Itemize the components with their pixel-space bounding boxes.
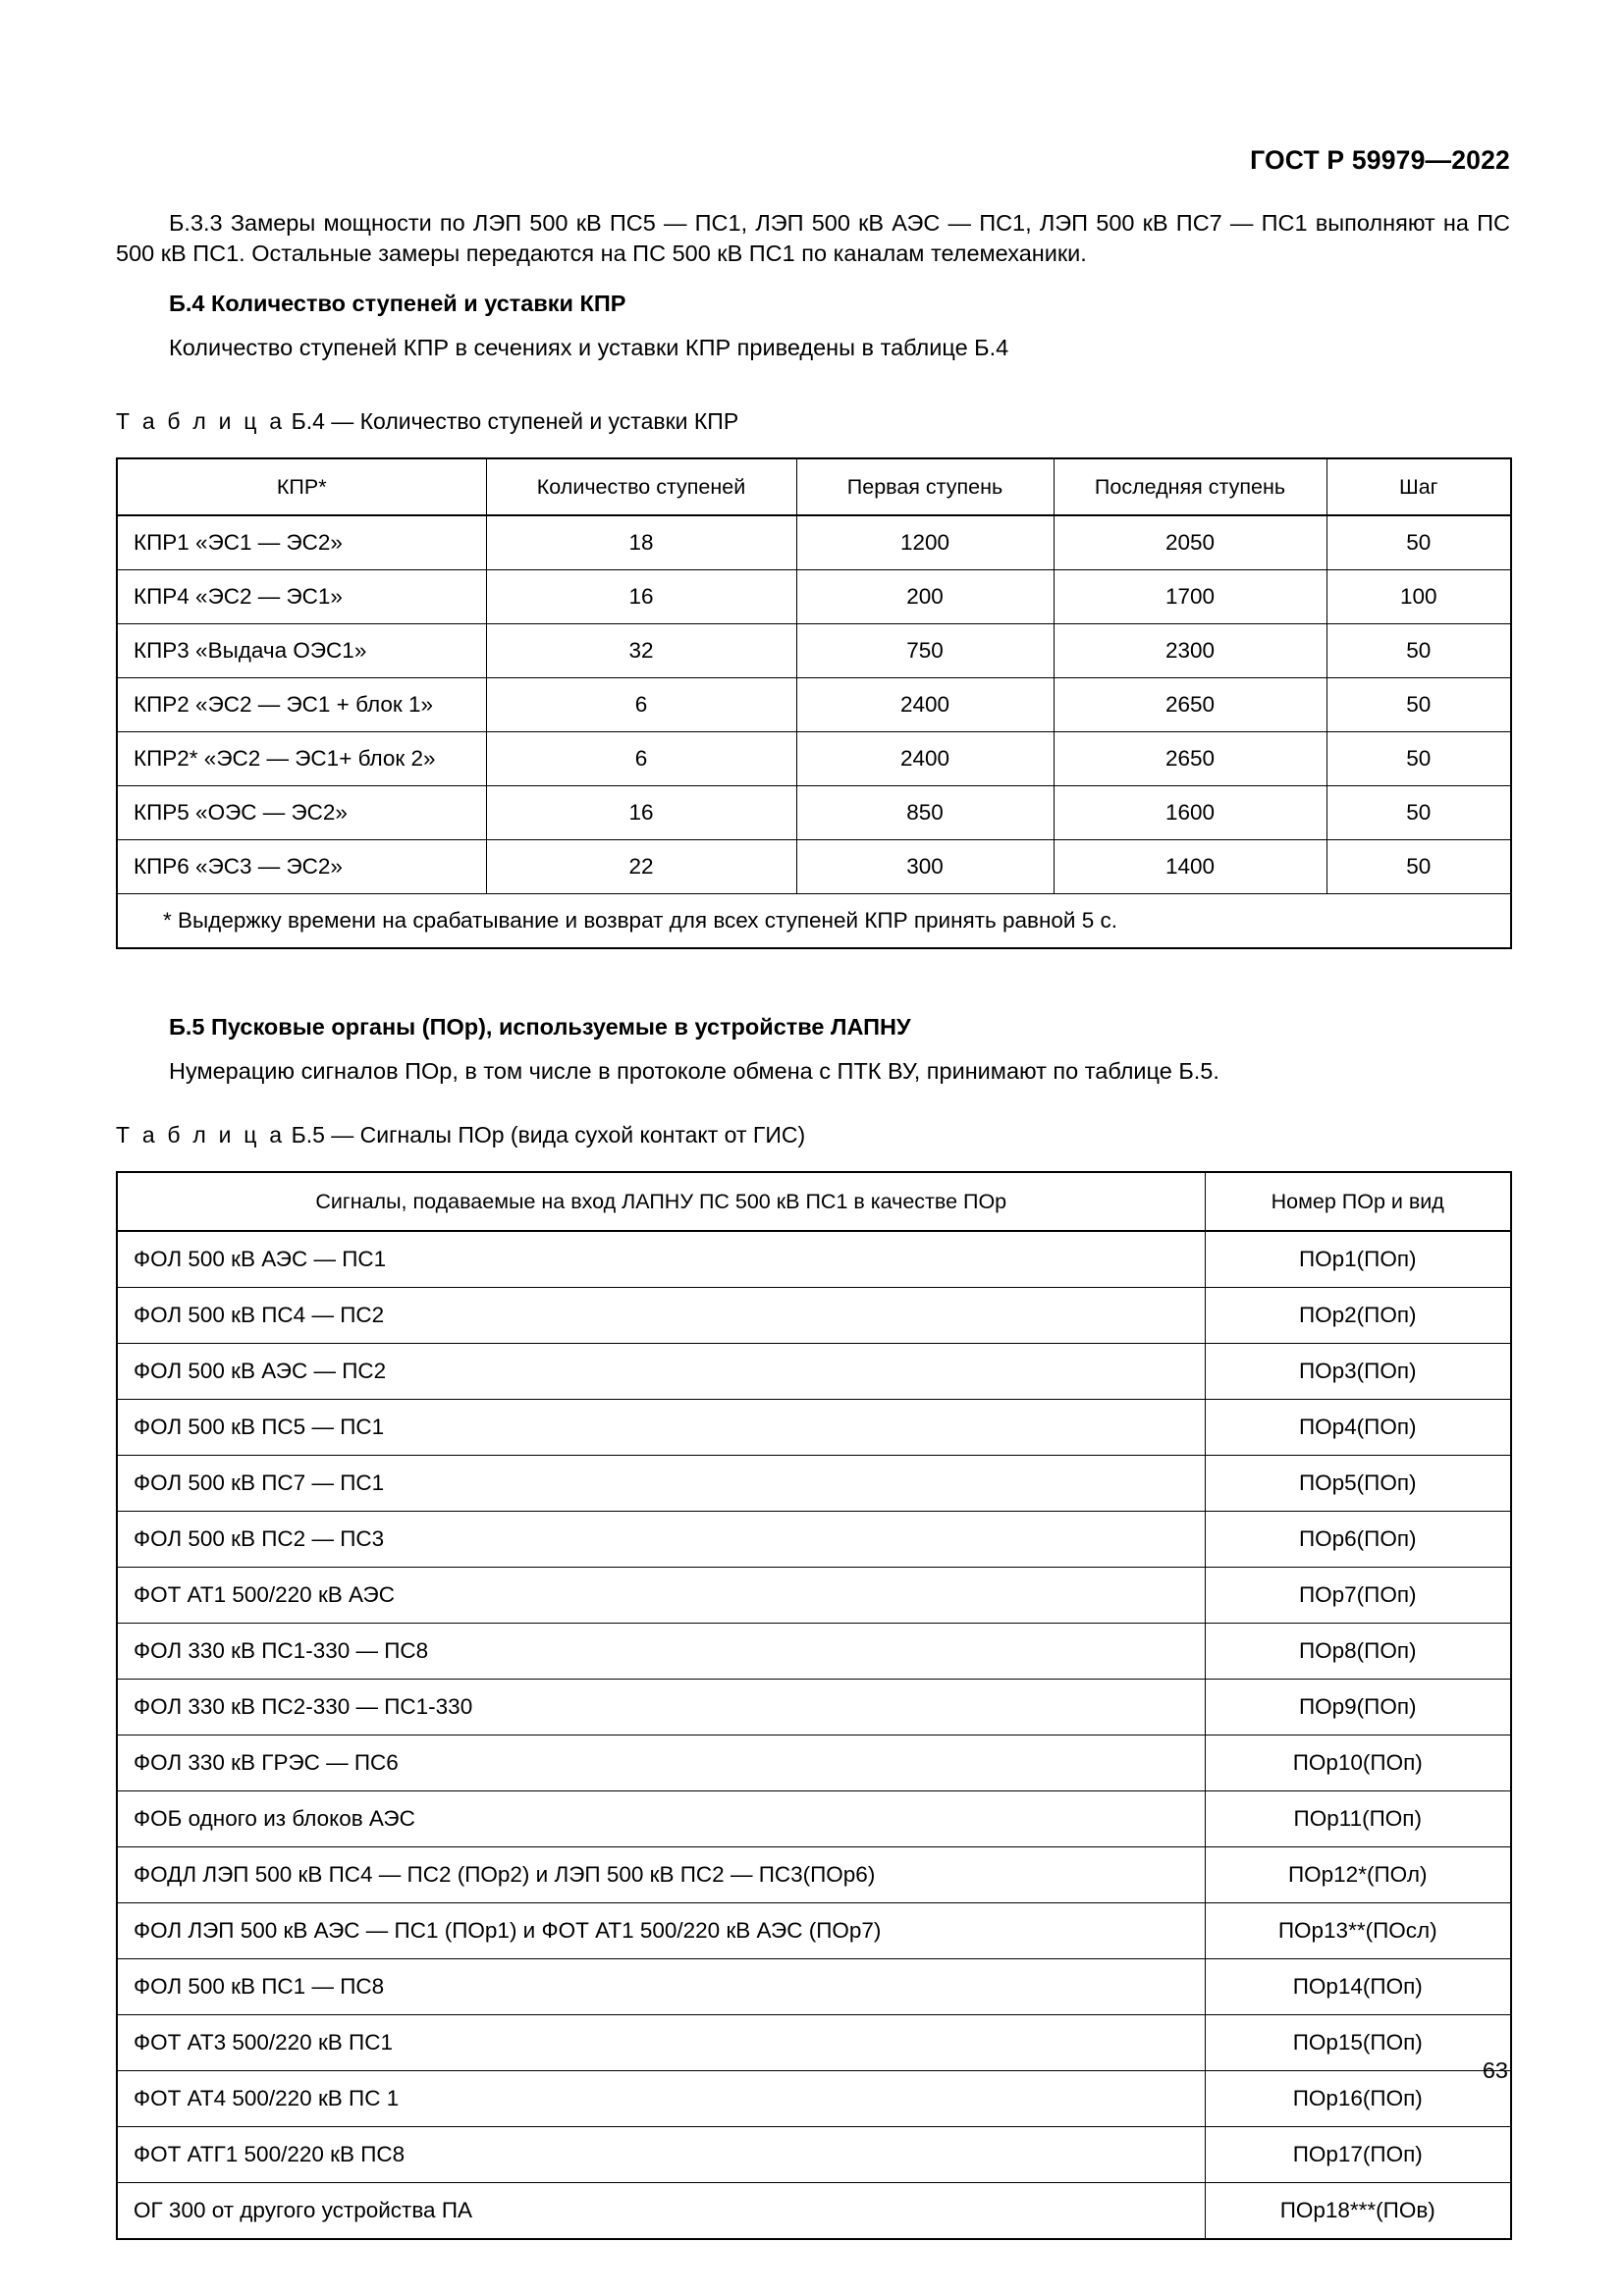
table-cell: 1200 [796,515,1054,570]
table-b4-caption-lead: Т а б л и ц а [116,408,286,434]
table-cell: ФОЛ 500 кВ ПС5 — ПС1 [117,1400,1205,1456]
table-cell: ФОЛ 500 кВ ПС7 — ПС1 [117,1456,1205,1512]
table-row [117,515,1511,570]
table-row [117,1791,1511,1847]
table-cell: 2300 [1054,624,1326,678]
heading-b-5: Б.5 Пусковые органы (ПОр), используемые в устройстве ЛАПНУ [169,1014,911,1040]
table-cell: 200 [796,570,1054,624]
table-cell: КПР2 «ЭС2 — ЭС1 + блок 1» [117,678,486,732]
table-row [117,1624,1511,1680]
table-cell: 50 [1326,678,1511,732]
table-row [117,1903,1511,1959]
table-b4-footnote: * Выдержку времени на срабатывание и возврат для всех ступеней КПР принять равной 5 с. [117,894,1511,949]
table-cell: ФОДЛ ЛЭП 500 кВ ПС4 — ПС2 (ПОр2) и ЛЭП 500 кВ ПС2 — ПС3(ПОр6) [117,1847,1205,1903]
table-cell: ПОр17(ПОп) [1205,2127,1511,2183]
table-cell: ПОр2(ПОп) [1205,1288,1511,1344]
table-row [117,1288,1511,1344]
table-header-row [117,1172,1511,1231]
table-row [117,732,1511,786]
table-cell: 100 [1326,570,1511,624]
table-row [117,570,1511,624]
table-b5-caption [116,1120,1510,1149]
table-cell: ПОр9(ПОп) [1205,1680,1511,1735]
table-b4-caption-text: Б.4 — Количество ступеней и уставки КПР [291,408,739,434]
table-row [117,1456,1511,1512]
table-cell: ФОЛ 500 кВ АЭС — ПС1 [117,1231,1205,1288]
paragraph-b-3-3: Б.3.3 Замеры мощности по ЛЭП 500 кВ ПС5 — ПС1, ЛЭП 500 кВ АЭС — ПС1, ЛЭП 500 кВ ПС7 — ПС1 выполняют на ПС 500 кВ ПС1. Остальные замеры передаются на ПС 500 кВ ПС1 по каналам телемеханики. [116,210,1510,266]
table-b4-body [117,515,1511,948]
table-row [117,2183,1511,2240]
table-cell: ФОЛ ЛЭП 500 кВ АЭС — ПС1 (ПОр1) и ФОТ АТ1 500/220 кВ АЭС (ПОр7) [117,1903,1205,1959]
table-cell: ПОр3(ПОп) [1205,1344,1511,1400]
table-cell: ФОЛ 500 кВ ПС1 — ПС8 [117,1959,1205,2015]
table-cell: ФОТ АТГ1 500/220 кВ ПС8 [117,2127,1205,2183]
paragraph-b-5: Нумерацию сигналов ПОр, в том числе в протоколе обмена с ПТК ВУ, принимают по таблице Б.5. [169,1058,1219,1084]
table-row [117,1568,1511,1624]
table-cell: 2050 [1054,515,1326,570]
table-cell: 50 [1326,840,1511,894]
table-row [117,1231,1511,1288]
table-b4-footnote-row [117,894,1511,949]
table-cell: 2650 [1054,678,1326,732]
table-cell: 22 [486,840,796,894]
table-b5 [116,1171,1512,2240]
table-row [117,1959,1511,2015]
table-cell: ФОЛ 500 кВ ПС4 — ПС2 [117,1288,1205,1344]
table-cell: ПОр7(ПОп) [1205,1568,1511,1624]
table-row [117,1735,1511,1791]
table-cell: ПОр5(ПОп) [1205,1456,1511,1512]
table-cell: ПОр16(ПОп) [1205,2071,1511,2127]
table-cell: 16 [486,786,796,840]
table-row [117,1512,1511,1568]
table-cell: ПОр10(ПОп) [1205,1735,1511,1791]
table-cell: 18 [486,515,796,570]
table-cell: 750 [796,624,1054,678]
table-cell: ПОр14(ПОп) [1205,1959,1511,2015]
heading-b-4: Б.4 Количество ступеней и уставки КПР [169,291,626,316]
table-b4-header-last: Последняя ступень [1054,458,1326,515]
table-row [117,624,1511,678]
table-cell: КПР2* «ЭС2 — ЭС1+ блок 2» [117,732,486,786]
table-b4-header-count: Количество ступеней [486,458,796,515]
table-b5-header-number: Номер ПОр и вид [1205,1172,1511,1231]
table-b4-header-kpr: КПР* [117,458,486,515]
table-cell: ПОр6(ПОп) [1205,1512,1511,1568]
table-cell: ФОБ одного из блоков АЭС [117,1791,1205,1847]
table-b4-head [117,458,1511,515]
table-cell: ПОр8(ПОп) [1205,1624,1511,1680]
table-cell: ФОЛ 330 кВ ПС2-330 — ПС1-330 [117,1680,1205,1735]
table-b4 [116,457,1512,949]
table-cell: ПОр4(ПОп) [1205,1400,1511,1456]
table-row [117,1847,1511,1903]
table-row [117,840,1511,894]
table-cell: ФОТ АТ1 500/220 кВ АЭС [117,1568,1205,1624]
table-cell: КПР6 «ЭС3 — ЭС2» [117,840,486,894]
table-cell: ФОТ АТ3 500/220 кВ ПС1 [117,2015,1205,2071]
table-cell: КПР3 «Выдача ОЭС1» [117,624,486,678]
table-b5-caption-text: Б.5 — Сигналы ПОр (вида сухой контакт от ГИС) [291,1122,806,1148]
table-b4-header-first: Первая ступень [796,458,1054,515]
table-b4-caption [116,406,1510,436]
table-cell: 1700 [1054,570,1326,624]
table-row [117,1400,1511,1456]
table-cell: 1400 [1054,840,1326,894]
table-cell: ПОр1(ПОп) [1205,1231,1511,1288]
table-cell: ФОЛ 500 кВ ПС2 — ПС3 [117,1512,1205,1568]
table-b5-caption-lead: Т а б л и ц а [116,1122,286,1148]
table-cell: ПОр15(ПОп) [1205,2015,1511,2071]
table-row [117,786,1511,840]
table-row [117,2127,1511,2183]
table-cell: 2400 [796,678,1054,732]
table-cell: ПОр18***(ПОв) [1205,2183,1511,2240]
table-b4-header-step: Шаг [1326,458,1511,515]
table-cell: КПР4 «ЭС2 — ЭС1» [117,570,486,624]
table-cell: 850 [796,786,1054,840]
page-number: 63 [1482,2057,1508,2083]
table-cell: ПОр12*(ПОл) [1205,1847,1511,1903]
table-cell: ПОр13**(ПОсл) [1205,1903,1511,1959]
table-b5-head [117,1172,1511,1231]
table-cell: ФОТ АТ4 500/220 кВ ПС 1 [117,2071,1205,2127]
table-cell: ФОЛ 330 кВ ПС1-330 — ПС8 [117,1624,1205,1680]
table-header-row [117,458,1511,515]
table-b5-body [117,1231,1511,2239]
table-cell: 6 [486,732,796,786]
table-cell: ПОр11(ПОп) [1205,1791,1511,1847]
table-cell: 6 [486,678,796,732]
table-cell: 2400 [796,732,1054,786]
table-cell: 32 [486,624,796,678]
table-cell: 50 [1326,732,1511,786]
table-cell: ФОЛ 500 кВ АЭС — ПС2 [117,1344,1205,1400]
table-cell: 50 [1326,786,1511,840]
table-row [117,1680,1511,1735]
running-header: ГОСТ Р 59979—2022 [1250,145,1510,175]
table-cell: 16 [486,570,796,624]
table-row [117,678,1511,732]
table-cell: 50 [1326,515,1511,570]
table-cell: 1600 [1054,786,1326,840]
table-cell: КПР5 «ОЭС — ЭС2» [117,786,486,840]
table-cell: 2650 [1054,732,1326,786]
table-cell: 300 [796,840,1054,894]
page-content [116,0,1510,2240]
table-cell: ОГ 300 от другого устройства ПА [117,2183,1205,2240]
table-cell: КПР1 «ЭС1 — ЭС2» [117,515,486,570]
table-row [117,2071,1511,2127]
paragraph-b-4: Количество ступеней КПР в сечениях и уставки КПР приведены в таблице Б.4 [169,335,1009,360]
table-cell: ФОЛ 330 кВ ГРЭС — ПС6 [117,1735,1205,1791]
table-b5-header-signals: Сигналы, подаваемые на вход ЛАПНУ ПС 500 кВ ПС1 в качестве ПОр [117,1172,1205,1231]
table-cell: 50 [1326,624,1511,678]
table-row [117,2015,1511,2071]
table-row [117,1344,1511,1400]
